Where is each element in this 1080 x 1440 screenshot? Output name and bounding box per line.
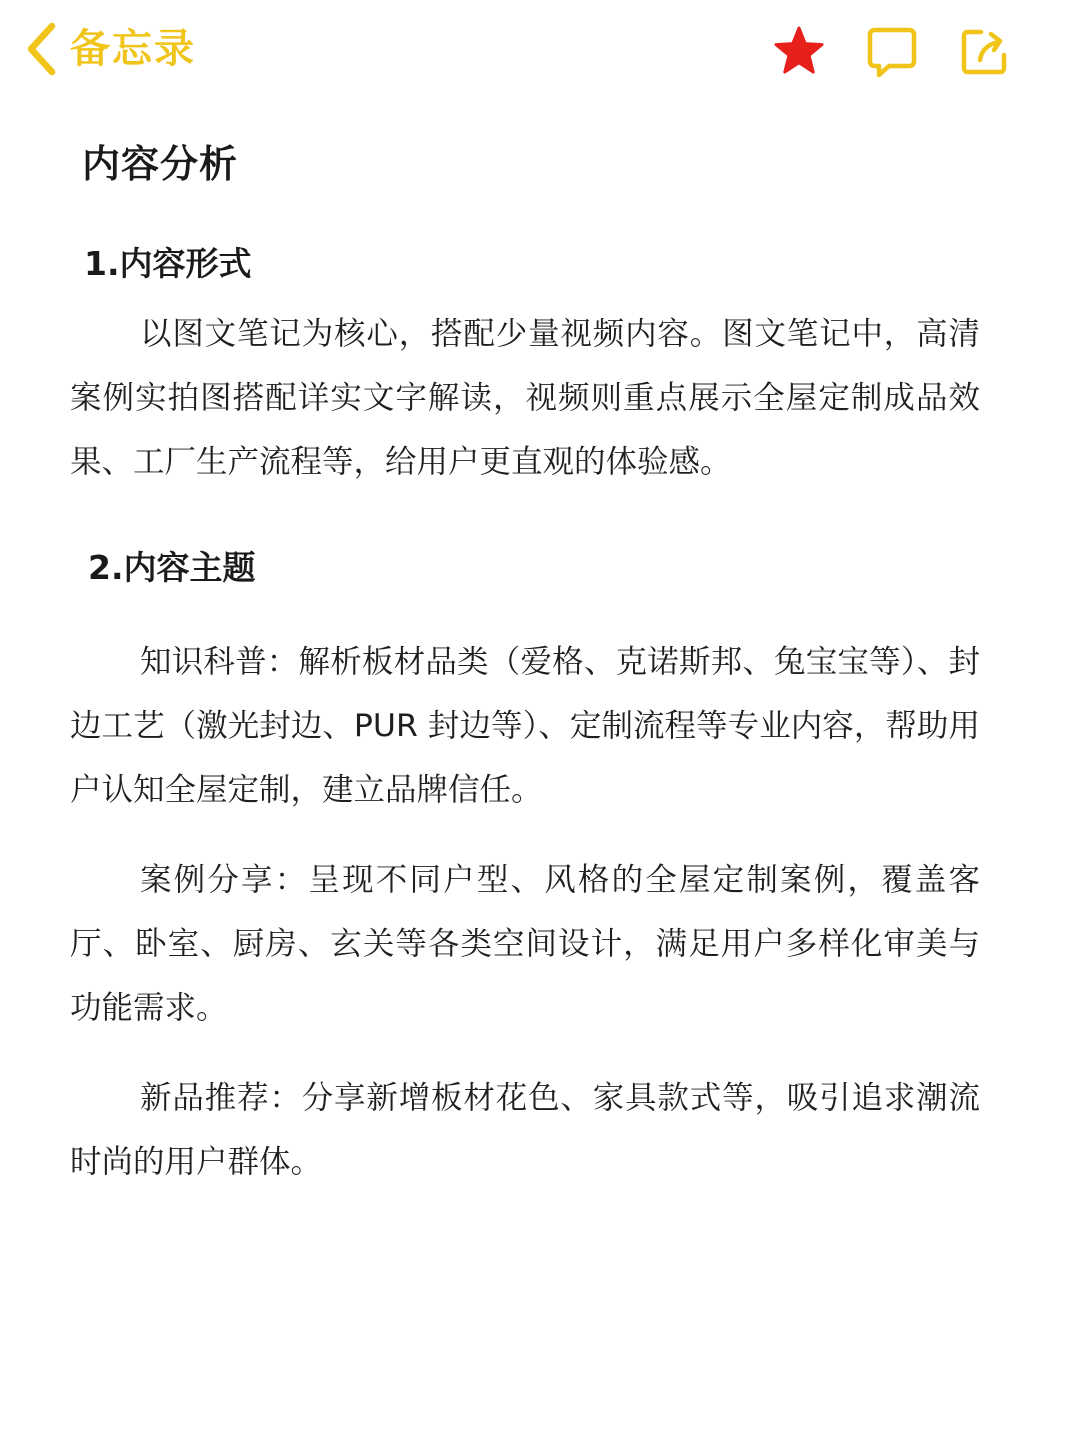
comment-button[interactable] bbox=[864, 24, 920, 80]
favorite-button[interactable] bbox=[771, 24, 827, 80]
back-button[interactable] bbox=[24, 18, 196, 80]
paragraph-knowledge: 知识科普：解析板材品类（爱格、克诺斯邦、兔宝宝等）、封边工艺（激光封边、PUR 封边等）、定制流程等专业内容，帮助用户认知全屋定制，建立品牌信任。 bbox=[70, 644, 980, 808]
section-heading-content-form: 1.内容形式 bbox=[84, 244, 252, 283]
paragraph-content-form: 以图文笔记为核心，搭配少量视频内容。图文笔记中，高清案例实拍图搭配详实文字解读，视频则重点展示全屋定制成品效果、工厂生产流程等，给用户更直观的体验感。 bbox=[70, 316, 980, 480]
share-button[interactable] bbox=[956, 24, 1012, 80]
navigation-bar bbox=[0, 0, 1080, 105]
note-title: 内容分析 bbox=[82, 142, 239, 186]
paragraph-new-products: 新品推荐：分享新增板材花色、家具款式等，吸引追求潮流时尚的用户群体。 bbox=[70, 1080, 980, 1180]
share-icon bbox=[956, 24, 1012, 80]
section-heading-content-topic: 2.内容主题 bbox=[88, 548, 256, 587]
back-label: 备忘录 bbox=[70, 26, 196, 72]
star-icon bbox=[771, 24, 827, 80]
chevron-left-icon bbox=[24, 21, 58, 77]
comment-icon bbox=[864, 24, 920, 80]
paragraph-case-sharing: 案例分享：呈现不同户型、风格的全屋定制案例，覆盖客厅、卧室、厨房、玄关等各类空间设计，满足用户多样化审美与功能需求。 bbox=[70, 862, 980, 1026]
